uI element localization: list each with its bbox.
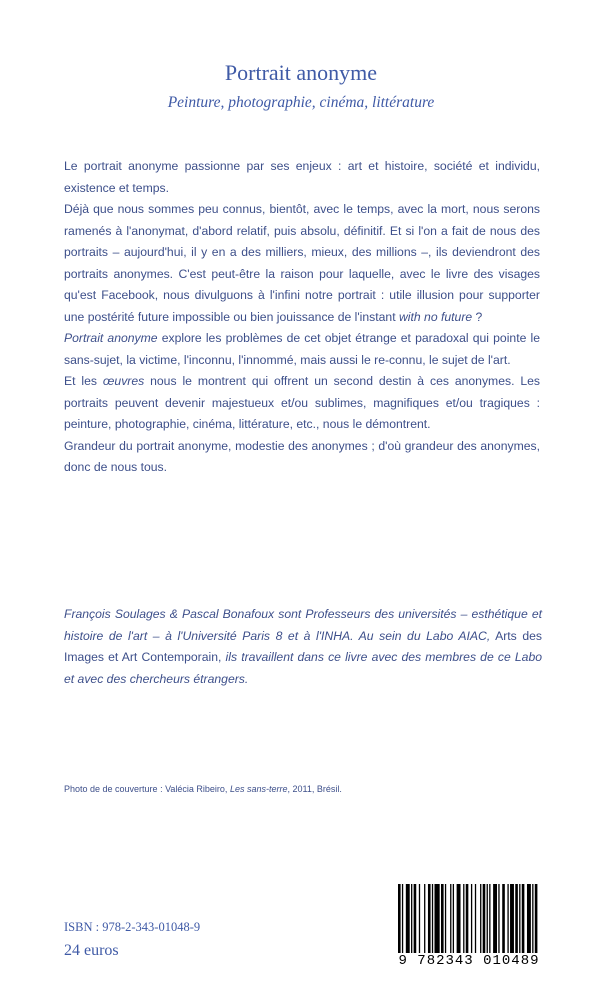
barcode-icon — [396, 884, 542, 956]
blurb-paragraph-2 — [64, 199, 540, 328]
bio-part-3: ils travaillent dans ce livre avec des membres de ce Labo et avec des chercheurs étrangers. — [64, 650, 543, 686]
cover-photo-credit — [64, 784, 544, 794]
blurb-p3-emphasis: Portrait anonyme — [64, 331, 158, 345]
blurb-p4-emphasis: œuvres — [102, 374, 145, 388]
author-bio — [64, 604, 542, 690]
price: 24 euros — [64, 942, 119, 959]
book-title: Portrait anonyme — [224, 60, 378, 85]
credit-suffix: , 2011, Brésil. — [287, 784, 342, 794]
blurb-p2-emphasis: with no future — [398, 309, 473, 324]
blurb-p3-text: explore les problèmes de cet objet étrange et paradoxal qui pointe le sans-sujet, la victime, l'inconnu, l'innommé, mais aussi le re-connu, le sujet de l'art. — [64, 331, 540, 367]
blurb-p4-text: nous le montrent qui offrent un second destin à ces anonymes. Les portraits peuvent devenir majestueux et/ou sublimes, magnifiques et/ou tragiques : peinture, photographie, cinéma, littérature, etc., nous le démontrent. — [64, 374, 541, 431]
credit-prefix: Photo de de couverture : Valécia Ribeiro, — [64, 784, 230, 794]
blurb-p4-start: Et les — [64, 374, 103, 388]
blurb-p2-end: ? — [472, 309, 483, 324]
blurb-paragraph-5: Grandeur du portrait anonyme, modestie des anonymes ; d'où grandeur des anonymes, donc de nous tous. — [64, 438, 540, 474]
blurb-p2-text: Déjà que nous sommes peu connus, bientôt, avec le temps, avec la mort, nous serons ramenés à l'anonymat, d'abord relatif, puis absolu, définitif. Et si l'on a fait de nous des portraits – aujourd'hui, il y en a des milliers, mieux, des millions –, ils deviendront des portraits anonymes. C'est peut-être la raison pour laquelle, avec le livre des visages qu'est Facebook, nous divulguons à l'infini notre portrait : utile illusion pour supporter une postérité future impossible ou bien jouissance de l'instant — [64, 202, 540, 324]
bio-part-2: Arts des Images et Art Contemporain, — [64, 628, 542, 664]
isbn: ISBN : 978-2-343-01048-9 — [64, 920, 201, 934]
credit-work-title: Les sans-terre — [229, 784, 288, 794]
blurb-text — [64, 156, 540, 479]
blurb-paragraph-4 — [64, 371, 540, 436]
blurb-paragraph-1: Le portrait anonyme passionne par ses enjeux : art et histoire, société et individu, existence et temps. — [64, 159, 540, 195]
author-bio-paragraph — [64, 604, 542, 690]
barcode-number: 9 782343 010489 — [396, 953, 542, 969]
blurb-paragraph-3 — [64, 328, 540, 371]
bio-part-1: François Soulages & Pascal Bonafoux sont Professeurs des universités – esthétique et histoire de l'art – à l'Université Paris 8 et à l'INHA. Au sein du Labo AIAC, — [64, 607, 542, 643]
book-subtitle: Peinture, photographie, cinéma, littérature — [167, 94, 435, 111]
